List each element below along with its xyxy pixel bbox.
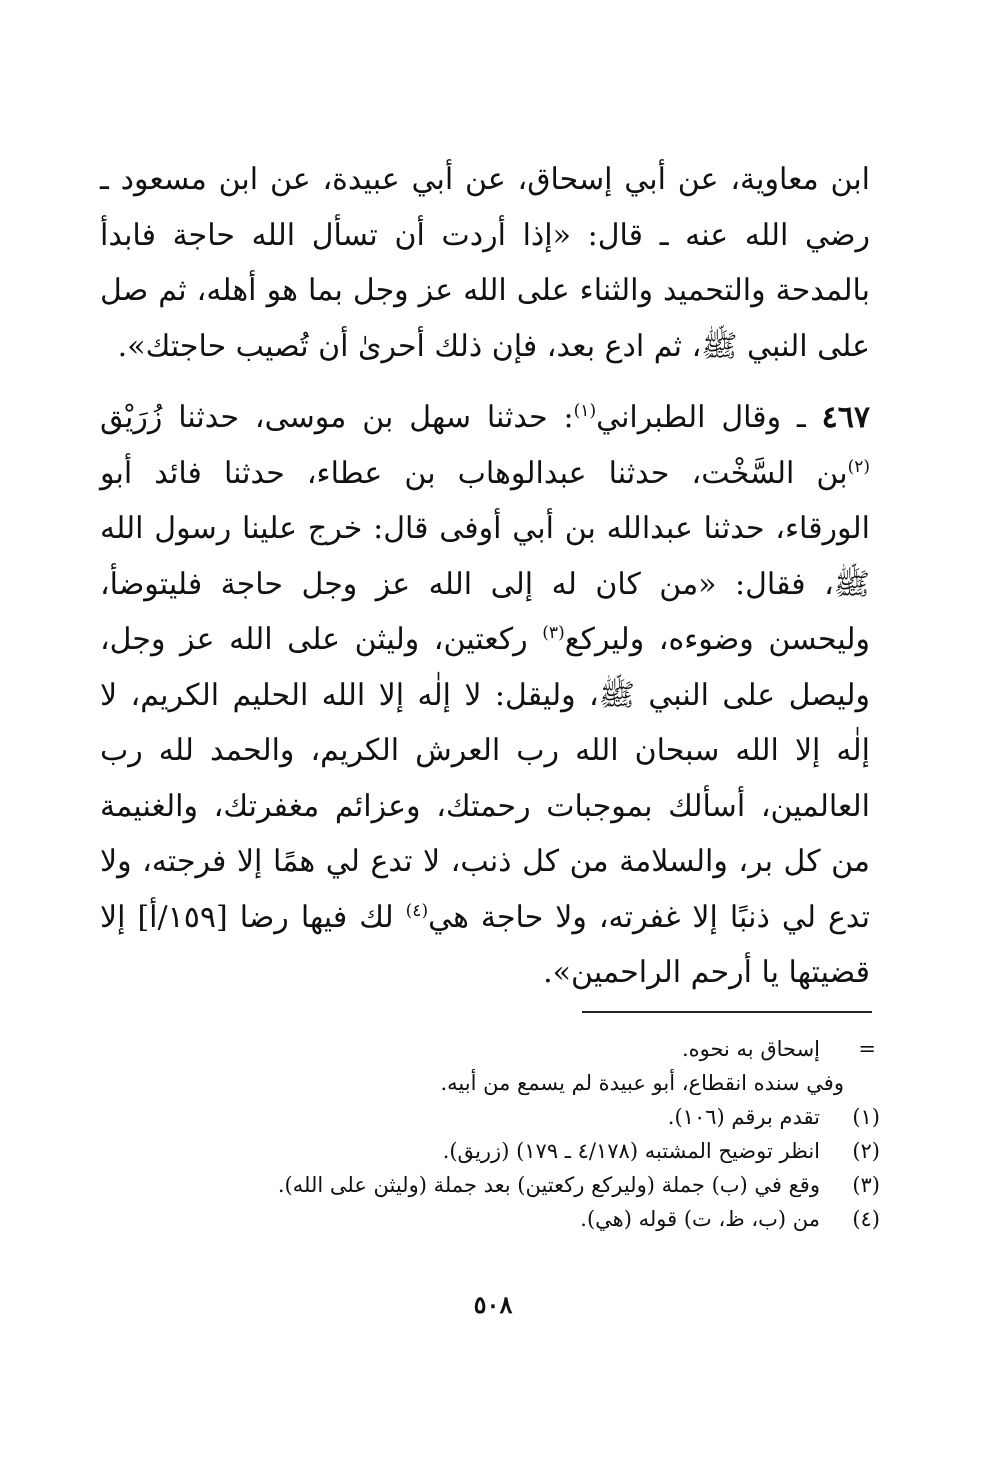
footnote-continuation-text: إسحاق به نحوه. bbox=[681, 1037, 820, 1061]
footnote-text: من (ب، ظ، ت) قوله (هي). bbox=[580, 1207, 820, 1231]
footnote-marker: (٤) bbox=[852, 1207, 880, 1231]
footnote-marker: (١) bbox=[852, 1105, 880, 1129]
paragraph-segment: ـ وقال الطبراني bbox=[596, 400, 822, 435]
footnote-1 bbox=[160, 1100, 880, 1134]
paragraph-segment: ركعتين، وليثن على الله عز وجل، وليصل على النبي ﷺ، وليقل: لا إلٰه إلا الله الحليم الكريم، لا إلٰه إلا الله سبحان الله رب العرش الكريم، والحمد لله رب العالمين، أسألك بموجبات رحمتك، وعزائم مغفرتك، والغنيمة من كل بر، والسلامة من كل ذنب، لا تدع لي همًا إلا فرجته، ولا تدع لي ذنبًا إلا غفرته، ولا حاجة هي bbox=[100, 622, 870, 935]
footnote-continuation bbox=[160, 1032, 880, 1066]
footnote-4 bbox=[160, 1202, 880, 1236]
paragraph-hadith-467 bbox=[100, 390, 870, 1001]
footnote-text: انظر توضيح المشتبه (٤/١٧٨ ـ ١٧٩) (زريق). bbox=[442, 1139, 820, 1163]
footnote-marker: (٢) bbox=[852, 1139, 880, 1163]
paragraph-segment: لك فيها رضا [١٥٩/أ] إلا قضيتها يا أرحم الراحمين». bbox=[100, 899, 870, 990]
footnote-2 bbox=[160, 1134, 880, 1168]
footnote-continuation-text: وفي سنده انقطاع، أبو عبيدة لم يسمع من أبيه. bbox=[440, 1071, 844, 1095]
hadith-number: ٤٦٧ bbox=[821, 400, 870, 435]
footnote-text: وقع في (ب) جملة (وليركع ركعتين) بعد جملة (وليثن على الله). bbox=[277, 1173, 820, 1197]
footnote-ref-4[interactable]: (٤) bbox=[405, 900, 429, 921]
footnote-continuation-2 bbox=[160, 1066, 880, 1100]
paragraph-segment: بن السَّخْت، حدثنا عبدالوهاب بن عطاء، حدثنا فائد أبو الورقاء، حدثنا عبدالله بن أبي أوفى قال: خرج علينا رسول الله ﷺ، فقال: «من كان له إلى الله عز وجل حاجة فليتوضأ، وليحسن وضوءه، وليركع bbox=[100, 455, 871, 657]
footnote-divider bbox=[582, 1011, 872, 1013]
page-number: ٥٠٨ bbox=[473, 1290, 513, 1319]
footnote-ref-3[interactable]: (٣) bbox=[542, 623, 565, 643]
continuation-marker: = bbox=[858, 1037, 876, 1061]
paragraph-1: ابن معاوية، عن أبي إسحاق، عن أبي عبيدة، عن ابن مسعود ـ رضي الله عنه ـ قال: «إذا أردت أن تسأل الله حاجة فابدأ بالمدحة والتحميد والثناء على الله عز وجل بما هو أهله، ثم صل على النبي ﷺ، ثم ادع بعد، فإن ذلك أحرىٰ أن تُصيب حاجتك». bbox=[100, 162, 870, 364]
main-text-block bbox=[100, 152, 870, 1001]
paragraph-segment: : حدثنا سهل بن موسى، حدثنا زُرَيْق bbox=[100, 400, 574, 435]
footnote-text: تقدم برقم (١٠٦). bbox=[667, 1105, 820, 1129]
footnote-3 bbox=[160, 1168, 880, 1202]
footnote-ref-2[interactable]: (٢) bbox=[847, 456, 870, 477]
footnote-ref-1[interactable]: (١) bbox=[573, 401, 597, 421]
footnote-marker: (٣) bbox=[852, 1173, 880, 1197]
footnotes-block bbox=[160, 1032, 880, 1236]
